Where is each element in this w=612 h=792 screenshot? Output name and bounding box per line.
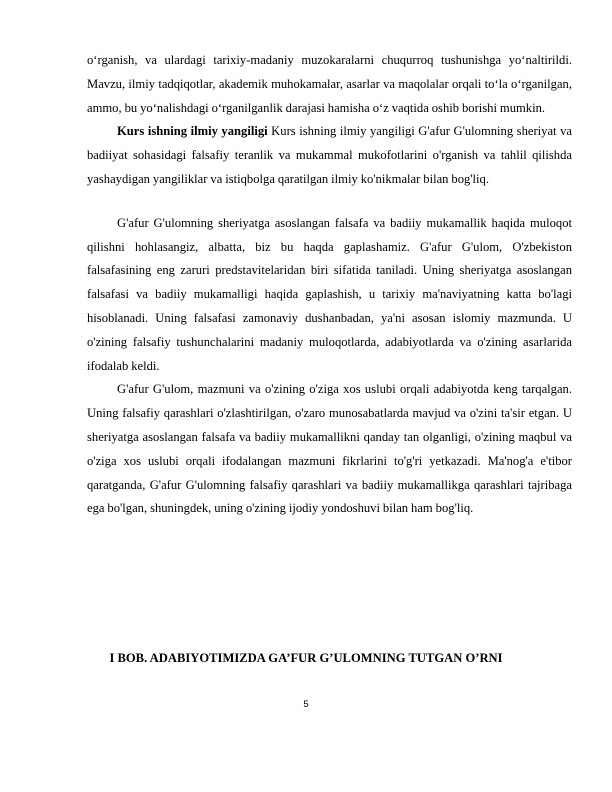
paragraph-text: o‘rganish, va ulardagi tarixiy-madaniy muzokaralarni chuqurroq tushunishga yo‘naltirildi. Mavzu, ilmiy tadqiqotlar, akademik muhokamalar, asarlar va maqolalar orqali to‘la o‘rganilgan, ammo, bu yo‘nalishdagi o‘rganilganlik darajasi hamisha o‘z vaqtida oshib borishi mumkin. <box>87 53 572 115</box>
paragraph-continuation <box>87 49 572 120</box>
chapter-heading: I BOB. ADABIYOTIMIZDA GA’FUR G’ULOMNING TUTGAN O’RNI <box>109 651 503 665</box>
paragraph-lead: Kurs ishning ilmiy yangiligi <box>117 124 268 139</box>
paragraph-text: Kurs ishning ilmiy yangiligi G'afur G'ulomning sheriyat va badiiyat sohasidagi falsafiy teranlik va mukammal mukofotlarini o'rganish va tahlil qilishda yashaydigan yangiliklar va istiqbolga qaratilgan ilmiy ko'nikmalar bilan bog'liq. <box>87 124 572 186</box>
paragraph-style <box>87 378 572 521</box>
page-number: 5 <box>303 699 309 710</box>
paragraph-scientific-novelty <box>87 120 572 191</box>
body-text <box>87 49 572 521</box>
paragraph-text: G'afur G'ulomning sheriyatga asoslangan falsafa va badiiy mukamallik haqida muloqot qilishni hohlasangiz, albatta, biz bu haqda gaplashamiz. G'afur G'ulom, O'zbekiston falsafasining eng zaruri predstavitelaridan biri sifatida taniladi. Uning sheriyatga asoslangan falsafasi va badiiy mukamalligi haqida gaplashish, u tarixiy ma'naviyatning katta bo'lagi hisoblanadi. Uning falsafasi zamonaviy dushanbadan, ya'ni asosan islomiy mazmunda. U o'zining falsafiy tushunchalarini madaniy muloqotlarda, adabiyotlarda va o'zining asarlarida ifodalab keldi. <box>87 215 572 373</box>
paragraph-philosophy <box>87 212 572 379</box>
paragraph-text: G'afur G'ulom, mazmuni va o'zining o'ziga xos uslubi orqali adabiyotda keng tarqalgan. Uning falsafiy qarashlari o'zlashtirilgan, o'zaro munosabatlarda mavjud va o'zini ta'sir etgan. U sheriyatga asoslangan falsafa va badiiy mukamallikni qanday tan olganligi, o'zining maqbul va o'ziga xos uslubi orqali ifodalangan mazmuni fikrlarini to'g'ri yetkazadi. Ma'nog'a e'tibor qaratganda, G'afur G'ulomning falsafiy qarashlari va badiiy mukamallikga qarashlari tajribaga ega bo'lgan, shuningdek, uning o'zining ijodiy yondoshuvi bilan ham bog'liq. <box>87 382 572 516</box>
